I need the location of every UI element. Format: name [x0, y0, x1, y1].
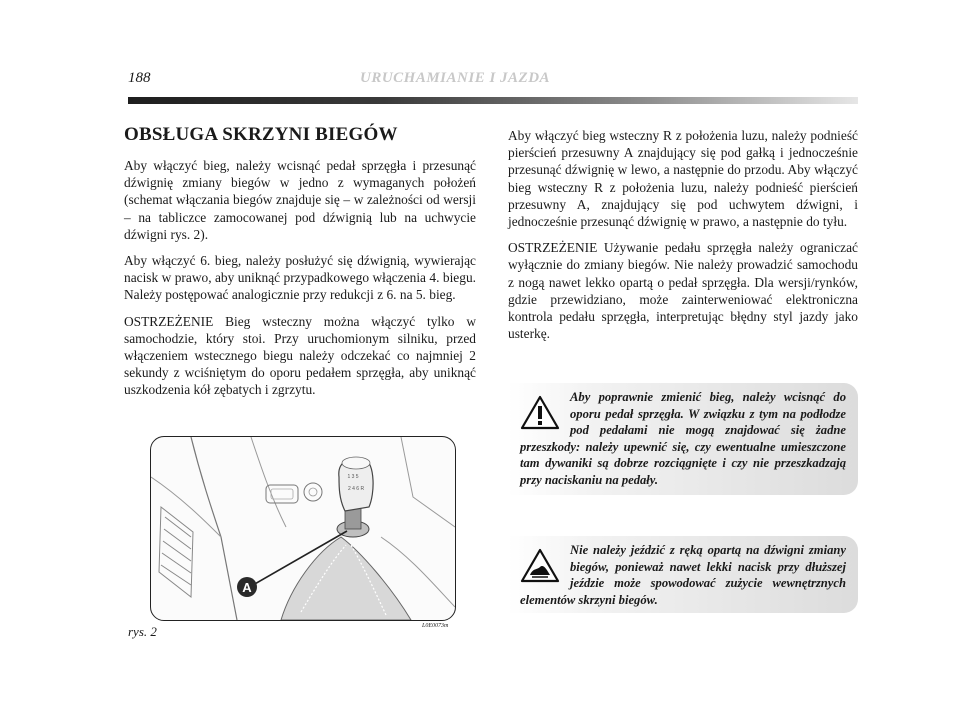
header-rule	[128, 97, 858, 104]
callout-a-label: A	[242, 580, 252, 595]
warning-triangle-icon	[520, 395, 560, 431]
figure-caption: rys. 2	[128, 624, 157, 639]
gear-lever-illustration	[150, 436, 456, 621]
warning-box-lever	[508, 536, 858, 613]
warning-box-clutch	[508, 383, 858, 495]
figure-code: L0E0073m	[422, 623, 449, 629]
knob-pattern-top: 1 3 5	[347, 474, 359, 480]
gear-lever-drawing	[151, 437, 455, 620]
paragraph-reverse-procedure: Aby włączyć bieg wsteczny R z położenia luzu, należy podnieść pierścień przesuwny A znajdujący się pod gałką i jednocześnie przesunąć dźwignię w lewo, a następnie do przodu. Aby włączyć bieg wsteczny R z położenia luzu, należy podnieść pierścień przesuwny A, znajdujący się pod uchwytem dźwigni, i jednocześnie przesunąć dźwignię w prawo, a następnie do tyłu.	[508, 128, 858, 230]
section-title: URUCHAMIANIE I JAZDA	[360, 70, 551, 86]
warning-text-lever: Nie należy jeździć z ręką opartą na dźwigni zmiany biegów, ponieważ nawet lekki nacisk przy dłuższej jeździe może spowodować zużycie wewnętrznych elementów skrzyni biegów.	[520, 543, 846, 607]
left-column	[124, 157, 476, 408]
right-column	[508, 127, 858, 351]
page-heading: OBSŁUGA SKRZYNI BIEGÓW	[124, 124, 398, 145]
page-number: 188	[128, 70, 151, 86]
knob-pattern-bottom: 2 4 6 R	[347, 486, 365, 492]
paragraph-gear-engagement: Aby włączyć bieg, należy wcisnąć pedał sprzęgła i przesunąć dźwignię zmiany biegów w jedno z wymaganych położeń (schemat włączania biegów znajduje się – w zależności od wersji – na tabliczce zamocowanej pod dźwignią lub na uchwycie dźwigni rys. 2).	[124, 158, 476, 242]
warning-text-clutch: Aby poprawnie zmienić bieg, należy wcisnąć do oporu pedał sprzęgła. W związku z tym na podłodze pod pedałami nie mogą znajdować się żadne przeszkody: należy upewnić się, czy ewentualne umieszczone tam dywaniki są dobrze rozciągnięte i czy nie przeszkadzają przy naciskaniu na pedały.	[520, 390, 846, 487]
paragraph-sixth-gear: Aby włączyć 6. bieg, należy posłużyć się dźwignią, wywierając nacisk w prawo, aby uniknąć przypadkowego włączenia 4. biegu. Należy postępować analogicznie przy redukcji z 6. na 5. bieg.	[124, 253, 476, 303]
paragraph-reverse-warning: OSTRZEŻENIE Bieg wsteczny można włączyć tylko w samochodzie, który stoi. Przy uruchomionym silniku, przed włączeniem wstecznego biegu należy odczekać co najmniej 2 sekundy z wciśniętym do oporu pedałem sprzęgła, aby uniknąć uszkodzenia kół zębatych i zgrzytu.	[124, 313, 476, 398]
paragraph-clutch-warning: OSTRZEŻENIE Używanie pedału sprzęgła należy ograniczać wyłącznie do zmiany biegów. Nie należy prowadzić samochodu z nogą nawet lekko opartą o pedał sprzęgła. Dla wersji/rynków, gdzie przewidziano, może zainterweniować elektroniczna kontrola pedału sprzęgła, interpretując błędny styl jazdy jako usterkę.	[508, 240, 858, 342]
environment-triangle-icon	[520, 548, 560, 584]
